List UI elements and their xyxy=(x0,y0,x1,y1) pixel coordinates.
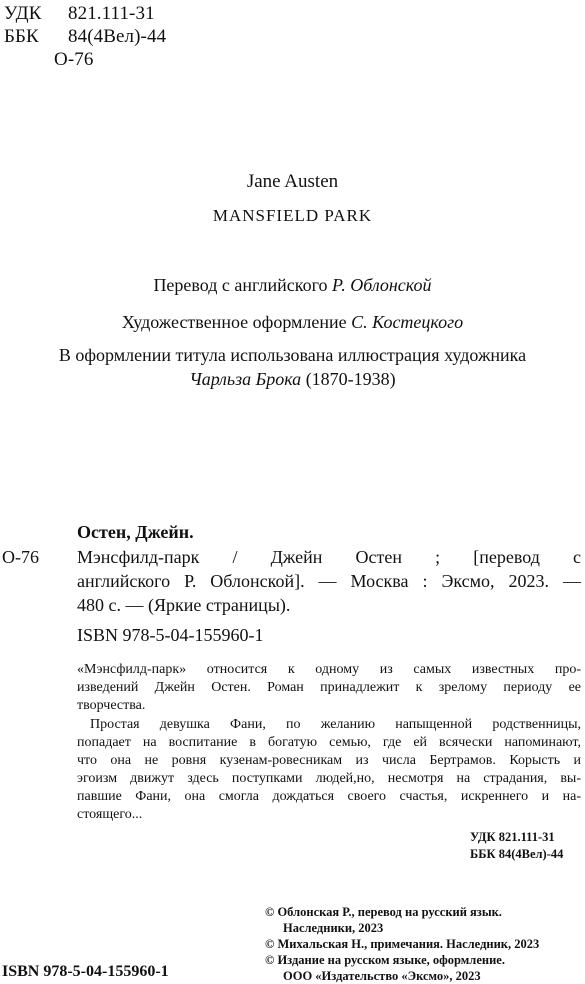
bottom-udk: УДК 821.111-31 xyxy=(470,830,555,844)
author-english: Jane Austen xyxy=(246,171,339,192)
card-isbn: ISBN 978-5-04-155960-1 xyxy=(77,625,264,645)
card-desc-line-3: 480 с. — (Яркие страницы). xyxy=(77,595,291,615)
copyright-line-5: ООО «Издательство «Эксмо», 2023 xyxy=(283,969,481,983)
copyright-line-3: © Михальская Н., примечания. Наследник, 2023 xyxy=(265,937,540,951)
annotation xyxy=(77,661,581,831)
translation-prefix: Перевод с английского xyxy=(153,275,333,295)
card-desc-line-1: Мэнсфилд-парк / Джейн Остен ; [перевод с xyxy=(77,547,581,567)
translator-name: Р. Облонской xyxy=(332,275,432,295)
annotation-line: «Мэнсфилд-парк» относится к одному из самых известных про- xyxy=(77,662,581,677)
annotation-line: попадает на воспитание в богатую семью, где ей всячески напоминают, xyxy=(77,735,581,750)
card-code: О-76 xyxy=(2,547,39,567)
annotation-line: изведений Джейн Остен. Роман принадлежит к зрелому периоду ее xyxy=(77,680,581,695)
author-mark: О-76 xyxy=(54,49,94,70)
annotation-line: стоящего... xyxy=(77,807,143,822)
annotation-line: павшие Фани, она смогла дождаться своего счастья, искреннего и на- xyxy=(77,789,581,804)
annotation-line: творчества. xyxy=(77,698,146,713)
bottom-bbk: ББК 84(4Вел)-44 xyxy=(470,847,564,861)
design-prefix: Художественное оформление xyxy=(121,312,352,332)
annotation-line: эгоизм движут здесь поступками людей,но, несмотря на страдания, вы- xyxy=(77,771,581,786)
card-desc-line-2: английского Р. Облонской]. — Москва : Эксмо, 2023. — xyxy=(77,571,581,591)
card-description xyxy=(77,547,581,619)
design-credit xyxy=(0,312,585,333)
title-english: MANSFIELD PARK xyxy=(212,206,373,225)
translation-credit xyxy=(0,275,585,296)
annotation-line: что она не ровня кузенам-ровесникам из числа Бертрамов. Корысть и xyxy=(77,753,581,768)
classification-block xyxy=(4,2,204,72)
illustration-credit: В оформлении титула использована иллюстрация художника xyxy=(58,345,527,365)
designer-name: С. Костецкого xyxy=(351,312,464,332)
bbk-value: 84(4Вел)-44 xyxy=(68,26,167,47)
illustrator-years: (1870-1938) xyxy=(301,369,396,389)
copyright-line-4: © Издание на русском языке, оформление. xyxy=(265,953,505,967)
copyright-line-2: Наследники, 2023 xyxy=(283,921,384,935)
illustrator-name: Чарльза Брока xyxy=(189,369,302,389)
annotation-line: Простая девушка Фани, по желанию напыщенной родственницы, xyxy=(90,717,581,732)
isbn-bottom: ISBN 978-5-04-155960-1 xyxy=(2,963,169,980)
illustrator-credit xyxy=(0,369,585,390)
copyright-line-1: © Облонская Р., перевод на русский язык. xyxy=(265,905,502,919)
udk-value: 821.111-31 xyxy=(68,3,155,24)
card-author-heading: Остен, Джейн. xyxy=(77,522,194,542)
udk-label: УДК xyxy=(4,3,42,24)
bbk-label: ББК xyxy=(4,26,39,47)
